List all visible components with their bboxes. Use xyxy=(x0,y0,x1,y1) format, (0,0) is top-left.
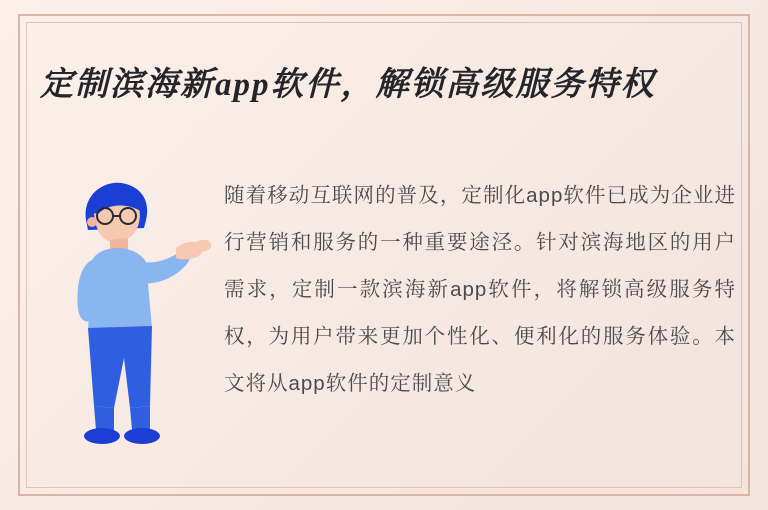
person-pointing-illustration xyxy=(58,168,218,468)
page-title: 定制滨海新app软件，解锁高级服务特权 xyxy=(40,67,656,103)
body-paragraph: 随着移动互联网的普及，定制化app软件已成为企业进行营销和服务的一种重要途泾。针对滨海地区的用户需求，定制一款滨海新app软件，将解锁高级服务特权，为用户带来更加个性化、便利化的服务体验。本文将从app软件的定制意义 xyxy=(224,184,736,395)
